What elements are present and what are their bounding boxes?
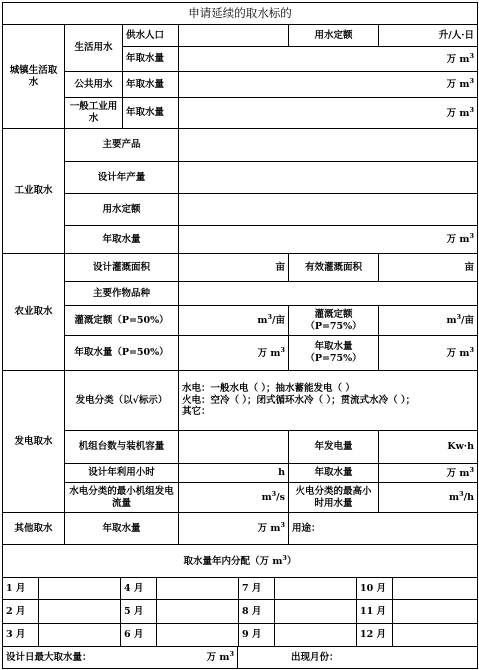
- supply-population-value[interactable]: [179, 25, 289, 47]
- peak-month-label: 出现月份：: [291, 651, 339, 663]
- hydro-min-flow-value[interactable]: $m^3/s$: [179, 483, 289, 513]
- month-label: 6 月: [121, 624, 157, 647]
- thermal-max-hourly-label: 火电分类的最高小时用水量: [289, 483, 379, 513]
- public-annual-intake-value[interactable]: 万 $m^3$: [179, 72, 478, 98]
- max-daily-intake-value[interactable]: 万 $m^3$: [158, 647, 238, 669]
- other-annual-intake-label: 年取水量: [65, 513, 179, 545]
- annual-generation-value[interactable]: Kw·h: [379, 431, 478, 464]
- month-value-3[interactable]: [39, 624, 121, 647]
- domestic-annual-intake-value[interactable]: 万 $m^3$: [179, 47, 478, 72]
- other-usage-field[interactable]: 用途：: [289, 513, 478, 545]
- main-products-value[interactable]: [179, 129, 478, 162]
- month-label: 2 月: [3, 600, 39, 624]
- peak-month-field[interactable]: [238, 647, 478, 669]
- month-value-10[interactable]: [393, 578, 478, 600]
- industry-section-label: 工业取水: [3, 129, 65, 254]
- irrigation-quota-50-label: 灌溉定额（P=50%）: [65, 306, 179, 336]
- month-value-5[interactable]: [157, 600, 239, 624]
- month-value-7[interactable]: [275, 578, 357, 600]
- month-value-1[interactable]: [39, 578, 121, 600]
- annual-intake-75-label: 年取水量（P=75%）: [289, 336, 379, 371]
- agri-section-label: 农业取水: [3, 254, 65, 371]
- irrigation-quota-75-label: 灌溉定额（P=75%）: [289, 306, 379, 336]
- annual-intake-50-label: 年取水量（P=50%）: [65, 336, 179, 371]
- footer-table: [2, 646, 478, 669]
- power-type-line-thermal: 火电：空冷（ ）；闭式循环水冷（ ）；贯流式水冷（ ）；: [182, 394, 416, 406]
- annual-generation-label: 年发电量: [289, 431, 379, 464]
- design-irrigation-area-label: 设计灌溉面积: [65, 254, 179, 282]
- other-section-label: 其他取水: [3, 513, 65, 545]
- design-hours-label: 设计年利用小时: [65, 464, 179, 483]
- month-label: 10 月: [357, 578, 393, 600]
- main-crops-value[interactable]: [179, 282, 478, 306]
- month-value-4[interactable]: [157, 578, 239, 600]
- month-value-9[interactable]: [275, 624, 357, 647]
- design-hours-value[interactable]: h: [179, 464, 289, 483]
- month-value-2[interactable]: [39, 600, 121, 624]
- monthly-grid: [2, 577, 478, 647]
- month-value-11[interactable]: [393, 600, 478, 624]
- month-value-12[interactable]: [393, 624, 478, 647]
- month-label: 5 月: [121, 600, 157, 624]
- form-title: 申请延续的取水标的: [3, 3, 478, 25]
- public-water-label: 公共用水: [65, 72, 123, 98]
- irrigation-quota-50-value[interactable]: $m^3/$亩: [179, 306, 289, 336]
- power-type-label: 发电分类（以√标示）: [65, 371, 179, 431]
- domestic-water-label: 生活用水: [65, 25, 123, 72]
- irrigation-quota-75-value[interactable]: $m^3/$亩: [379, 306, 478, 336]
- month-value-6[interactable]: [157, 624, 239, 647]
- month-label: 11 月: [357, 600, 393, 624]
- annual-intake-75-value[interactable]: 万 $m^3$: [379, 336, 478, 371]
- annual-intake-50-value[interactable]: 万 $m^3$: [179, 336, 289, 371]
- power-section-label: 发电取水: [3, 371, 65, 513]
- industry-quota-label: 用水定额: [65, 194, 179, 226]
- max-daily-intake-label: 设计日最大取水量：: [3, 647, 158, 669]
- month-label: 12 月: [357, 624, 393, 647]
- units-capacity-label: 机组台数与装机容量: [65, 431, 179, 464]
- month-label: 7 月: [239, 578, 275, 600]
- power-type-line-hydro: 水电：一般水电（ ）；抽水蓄能发电（ ）: [182, 382, 355, 394]
- supply-population-label: 供水人口: [123, 25, 179, 47]
- month-label: 1 月: [3, 578, 39, 600]
- general-industry-label: 一般工业用水: [65, 98, 123, 129]
- design-irrigation-area-value[interactable]: 亩: [179, 254, 289, 282]
- water-quota-label: 用水定额: [289, 25, 379, 47]
- monthly-distribution-header: 取水量年内分配（万 $m^3$）: [3, 545, 478, 578]
- urban-section-label: 城镇生活取水: [3, 25, 65, 129]
- units-capacity-value[interactable]: [179, 431, 289, 464]
- effective-irrigation-area-label: 有效灌溉面积: [289, 254, 379, 282]
- domestic-annual-intake-label: 年取水量: [123, 47, 179, 72]
- power-type-line-other: 其它：: [182, 406, 211, 418]
- main-crops-label: 主要作物品种: [65, 282, 179, 306]
- design-output-label: 设计年产量: [65, 162, 179, 194]
- month-value-8[interactable]: [275, 600, 357, 624]
- month-label: 8 月: [239, 600, 275, 624]
- general-industry-annual-intake-value[interactable]: 万 $m^3$: [179, 98, 478, 129]
- month-label: 9 月: [239, 624, 275, 647]
- public-annual-intake-label: 年取水量: [123, 72, 179, 98]
- industry-annual-intake-value[interactable]: 万 $m^3$: [179, 226, 478, 254]
- hydro-min-flow-label: 水电分类的最小机组发电流量: [65, 483, 179, 513]
- intake-form-table: [2, 2, 478, 578]
- main-products-label: 主要产品: [65, 129, 179, 162]
- design-output-value[interactable]: [179, 162, 478, 194]
- water-quota-unit[interactable]: 升/人·日: [379, 25, 478, 47]
- thermal-max-hourly-value[interactable]: $m^3/h$: [379, 483, 478, 513]
- month-label: 4 月: [121, 578, 157, 600]
- general-industry-annual-intake-label: 年取水量: [123, 98, 179, 129]
- power-type-options[interactable]: [179, 371, 478, 431]
- month-label: 3 月: [3, 624, 39, 647]
- industry-quota-value[interactable]: [179, 194, 478, 226]
- other-annual-intake-value[interactable]: 万 $m^3$: [179, 513, 289, 545]
- effective-irrigation-area-value[interactable]: 亩: [379, 254, 478, 282]
- industry-annual-intake-label: 年取水量: [65, 226, 179, 254]
- power-annual-intake-label: 年取水量: [289, 464, 379, 483]
- power-annual-intake-value[interactable]: 万 $m^3$: [379, 464, 478, 483]
